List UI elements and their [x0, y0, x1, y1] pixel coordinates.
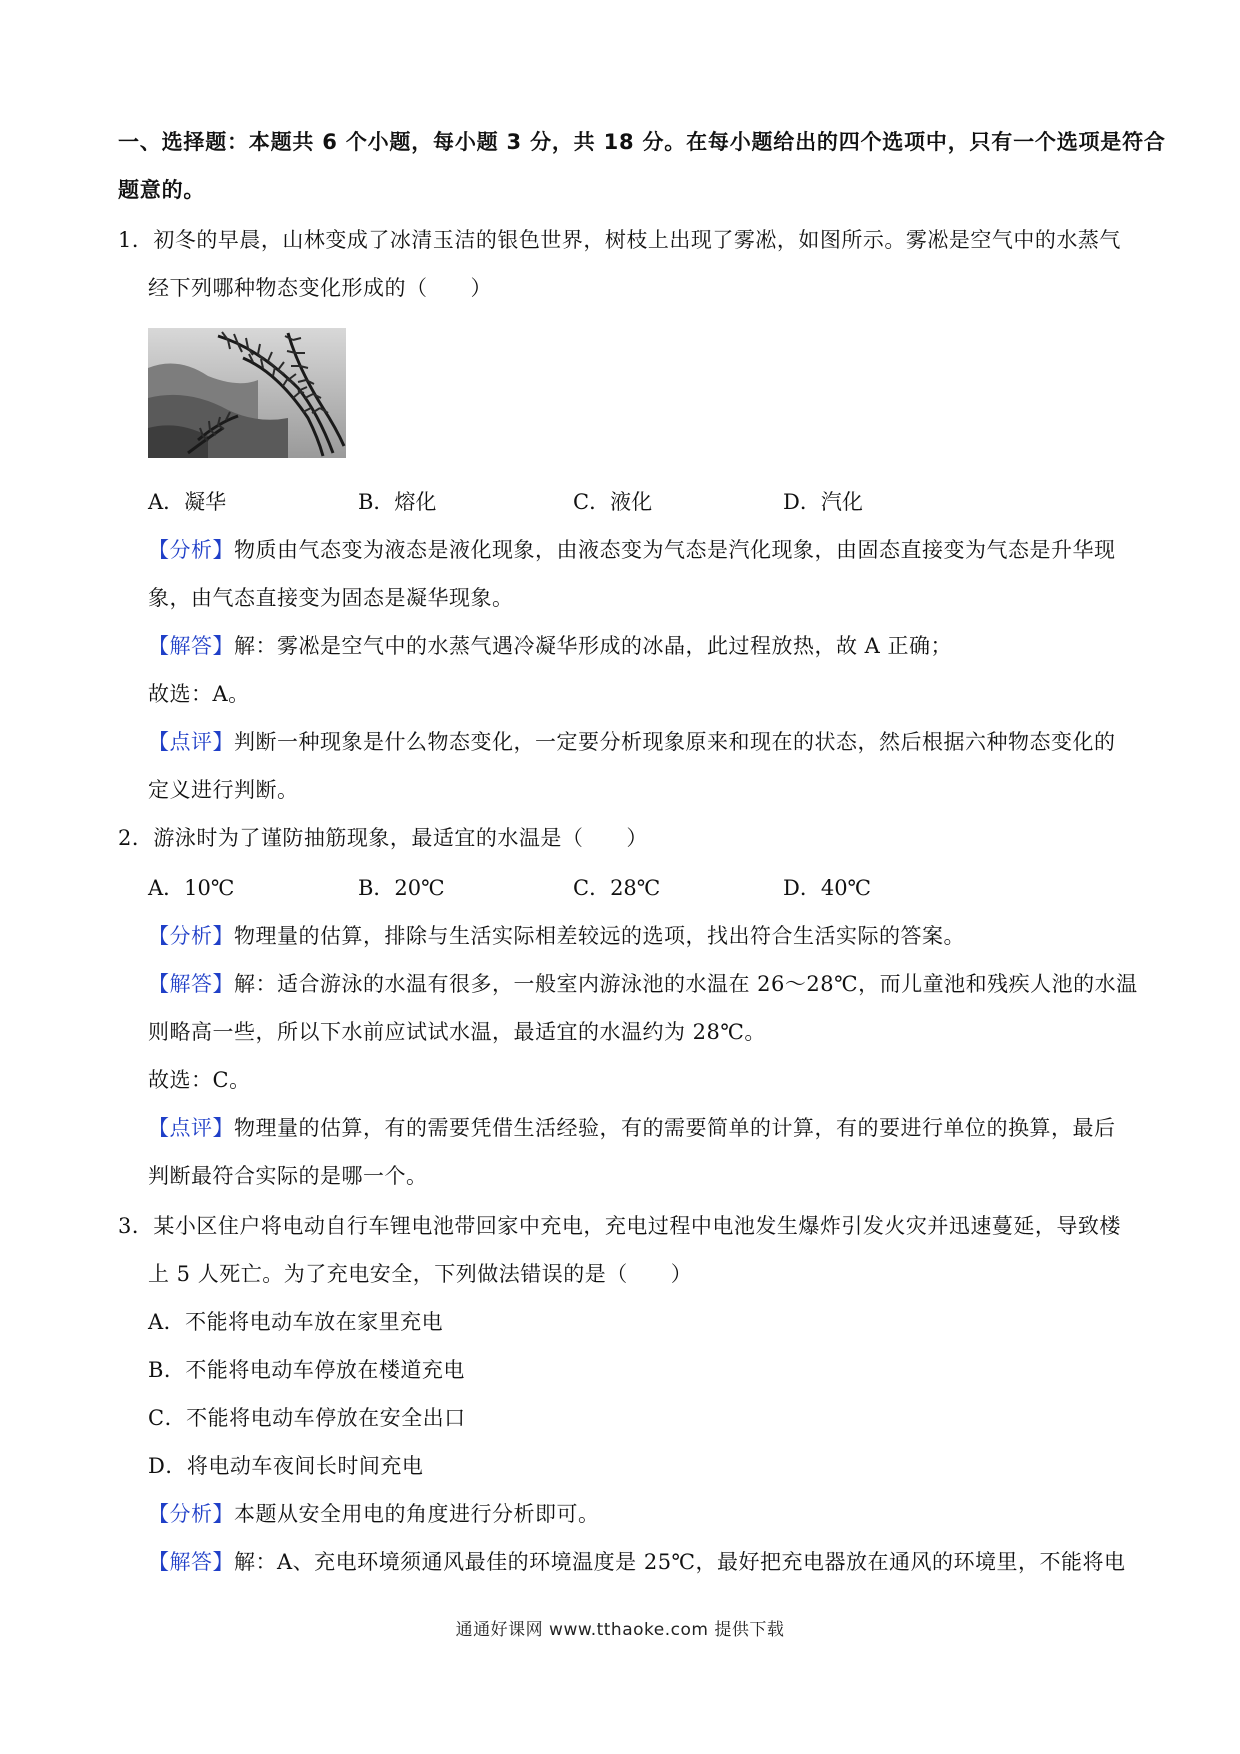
q2-options: [148, 874, 908, 902]
q3-stem-line2: 上 5 人死亡。为了充电安全，下列做法错误的是（ ）: [148, 1262, 693, 1286]
q1-comment-line1: [148, 728, 1116, 756]
q1-stem-line2: 经下列哪种物态变化形成的（ ）: [148, 276, 492, 300]
q3-answer-line1: [148, 1548, 1126, 1576]
analysis-tag: 【分析】: [148, 924, 234, 948]
q1-option-c: C．液化: [573, 490, 653, 514]
answer-text: 解：适合游泳的水温有很多，一般室内游泳池的水温在 26～28℃，而儿童池和残疾人池的水温: [234, 972, 1138, 996]
q2-analysis-line1: [148, 922, 965, 950]
q2-answer-line1: [148, 970, 1138, 998]
q2-answer-line2: 则略高一些，所以下水前应试试水温，最适宜的水温约为 28℃。: [148, 1020, 766, 1044]
q2-comment-line1: [148, 1114, 1116, 1142]
q2-choice: 故选：C。: [148, 1068, 251, 1092]
q3-option-d: D．将电动车夜间长时间充电: [148, 1454, 424, 1478]
analysis-text: 物理量的估算，排除与生活实际相差较远的选项，找出符合生活实际的答案。: [234, 924, 965, 948]
comment-text: 物理量的估算，有的需要凭借生活经验，有的需要简单的计算，有的要进行单位的换算，最后: [234, 1116, 1116, 1140]
q2-stem-line1: 2．游泳时为了谨防抽筋现象，最适宜的水温是（ ）: [118, 826, 648, 850]
q3-option-c: C．不能将电动车停放在安全出口: [148, 1406, 466, 1430]
analysis-tag: 【分析】: [148, 538, 234, 562]
q1-analysis-line1: [148, 536, 1116, 564]
q1-option-a: A．凝华: [148, 490, 227, 514]
answer-tag: 【解答】: [148, 1550, 234, 1574]
q2-option-d: D．40℃: [783, 876, 872, 900]
q3-option-b: B．不能将电动车停放在楼道充电: [148, 1358, 465, 1382]
q1-options: [148, 488, 908, 516]
analysis-text: 本题从安全用电的角度进行分析即可。: [234, 1502, 600, 1526]
q1-option-b: B．熔化: [358, 490, 437, 514]
comment-tag: 【点评】: [148, 730, 234, 754]
answer-text: 解：A、充电环境须通风最佳的环境温度是 25℃，最好把充电器放在通风的环境里，不能将电: [234, 1550, 1126, 1574]
answer-tag: 【解答】: [148, 634, 234, 658]
q3-option-a: A．不能将电动车放在家里充电: [148, 1310, 444, 1334]
q1-option-d: D．汽化: [783, 490, 863, 514]
page-footer: 通通好课网 www.tthaoke.com 提供下载: [455, 1620, 785, 1640]
q1-choice: 故选：A。: [148, 682, 250, 706]
answer-tag: 【解答】: [148, 972, 234, 996]
rime-photo: [148, 328, 346, 458]
analysis-tag: 【分析】: [148, 1502, 234, 1526]
q3-analysis-line1: [148, 1500, 600, 1528]
analysis-text: 物质由气态变为液态是液化现象，由液态变为气态是汽化现象，由固态直接变为气态是升华现: [234, 538, 1116, 562]
q1-comment-line2: 定义进行判断。: [148, 778, 299, 802]
q1-analysis-line2: 象，由气态直接变为固态是凝华现象。: [148, 586, 514, 610]
comment-tag: 【点评】: [148, 1116, 234, 1140]
q1-answer-line1: [148, 632, 952, 660]
q3-stem-line1: 3．某小区住户将电动自行车锂电池带回家中充电，充电过程中电池发生爆炸引发火灾并迅速蔓延，导致楼: [118, 1214, 1121, 1238]
q2-option-a: A．10℃: [148, 876, 235, 900]
q2-option-c: C．28℃: [573, 876, 661, 900]
answer-text: 解：雾凇是空气中的水蒸气遇冷凝华形成的冰晶，此过程放热，故 A 正确；: [234, 634, 953, 658]
comment-text: 判断一种现象是什么物态变化，一定要分析现象原来和现在的状态，然后根据六种物态变化的: [234, 730, 1116, 754]
q2-option-b: B．20℃: [358, 876, 445, 900]
q1-stem-line1: 1．初冬的早晨，山林变成了冰清玉洁的银色世界，树枝上出现了雾凇，如图所示。雾凇是空气中的水蒸气: [118, 228, 1121, 252]
q2-comment-line2: 判断最符合实际的是哪一个。: [148, 1164, 428, 1188]
section-title-line2: 题意的。: [118, 178, 206, 202]
section-title-line1: 一、选择题：本题共 6 个小题，每小题 3 分，共 18 分。在每小题给出的四个选项中，只有一个选项是符合: [118, 130, 1166, 154]
